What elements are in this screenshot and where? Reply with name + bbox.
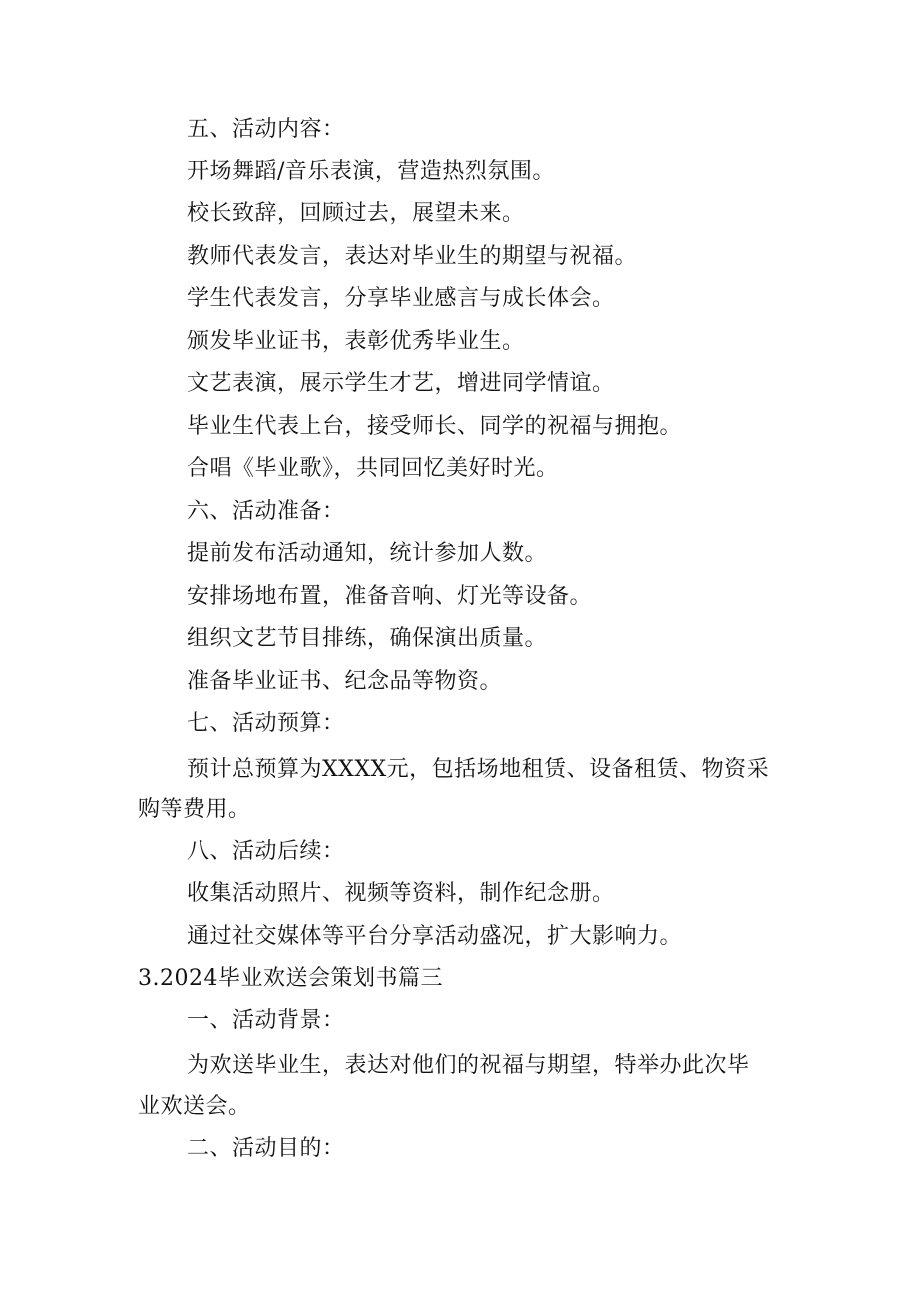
list-item: 开场舞蹈/音乐表演，营造热烈氛围。: [187, 159, 555, 184]
section-heading-purpose: 二、活动目的：: [187, 1136, 345, 1161]
list-item: 准备毕业证书、纪念品等物资。: [187, 669, 503, 694]
section-heading-budget: 七、活动预算：: [187, 711, 345, 736]
budget-text-line1: 预计总预算为XXXX元，包括场地租赁、设备租赁、物资采: [187, 757, 770, 782]
budget-text-line2: 购等费用。: [138, 797, 251, 822]
section-heading-preparation: 六、活动准备：: [187, 499, 345, 524]
background-text-line2: 业欢送会。: [138, 1094, 251, 1119]
list-item: 文艺表演，展示学生才艺，增进同学情谊。: [187, 371, 615, 396]
list-item: 安排场地布置，准备音响、灯光等设备。: [187, 584, 593, 609]
section-heading-background: 一、活动背景：: [187, 1008, 345, 1033]
list-item: 合唱《毕业歌》，共同回忆美好时光。: [187, 456, 559, 481]
list-item: 组织文艺节目排练，确保演出质量。: [187, 626, 548, 651]
background-text-line1: 为欢送毕业生，表达对他们的祝福与期望，特举办此次毕: [187, 1053, 750, 1078]
list-item: 通过社交媒体等平台分享活动盛况，扩大影响力。: [187, 924, 683, 949]
list-item: 教师代表发言，表达对毕业生的期望与祝福。: [187, 244, 638, 269]
list-item: 收集活动照片、视频等资料，制作纪念册。: [187, 881, 615, 906]
section-heading-content: 五、活动内容：: [187, 117, 345, 142]
list-item: 提前发布活动通知，统计参加人数。: [187, 541, 548, 566]
list-item: 学生代表发言，分享毕业感言与成长体会。: [187, 286, 615, 311]
list-item: 毕业生代表上台，接受师长、同学的祝福与拥抱。: [187, 414, 683, 439]
part-title: 3.2024毕业欢送会策划书篇三: [138, 966, 443, 991]
list-item: 校长致辞，回顾过去，展望未来。: [187, 201, 525, 226]
list-item: 颁发毕业证书，表彰优秀毕业生。: [187, 329, 525, 354]
section-heading-followup: 八、活动后续：: [187, 839, 345, 864]
